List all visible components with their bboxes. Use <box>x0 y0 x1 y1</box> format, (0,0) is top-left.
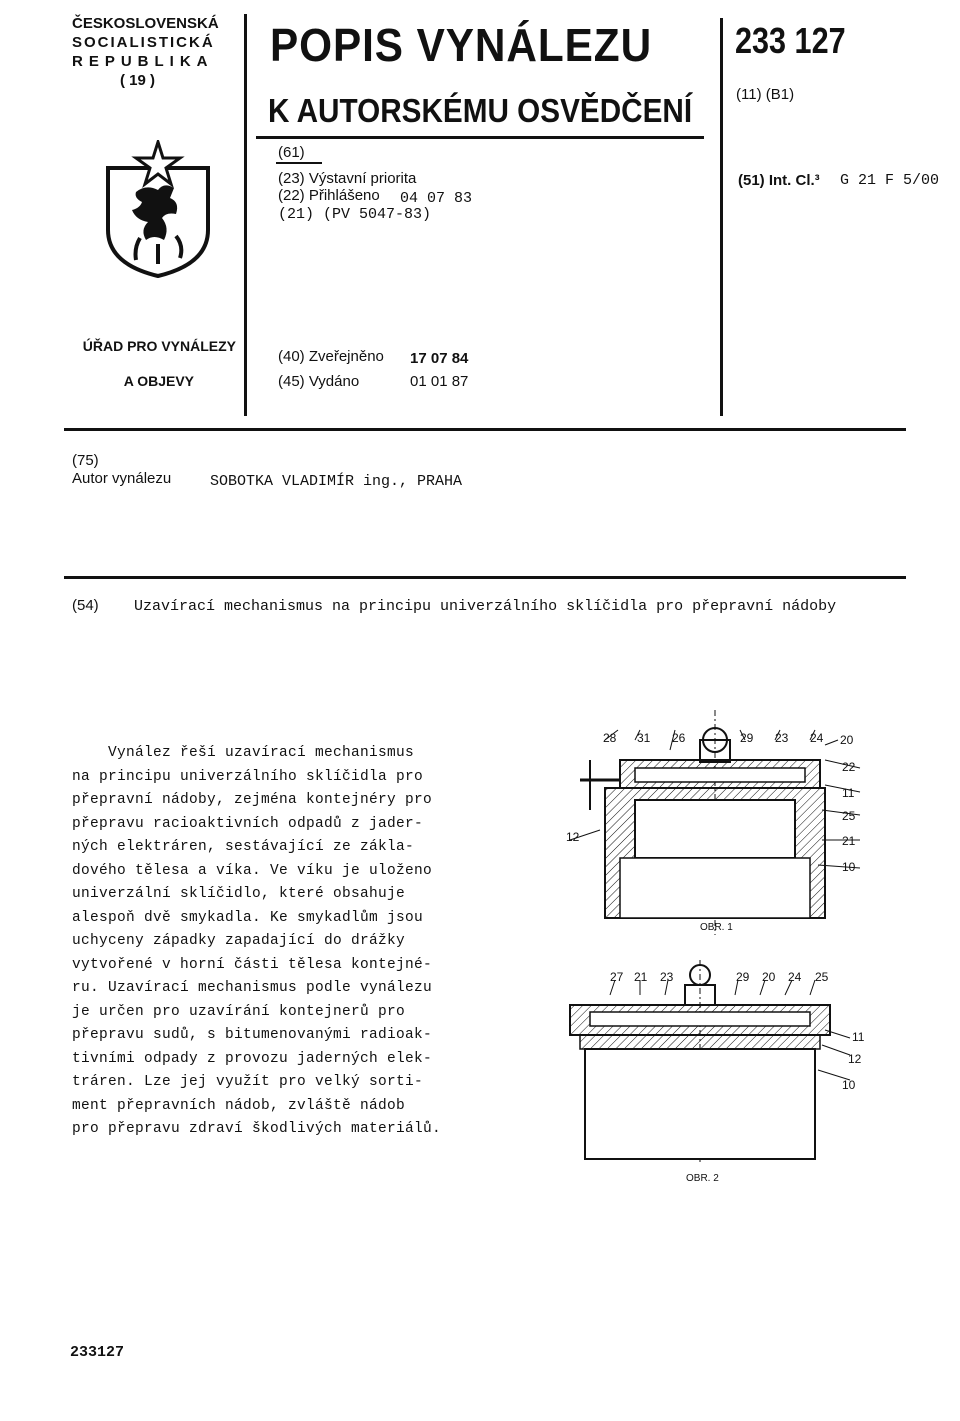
abstract-line: alespoň dvě smykadla. Ke smykadlům jsou <box>72 909 424 926</box>
fig2-label: 27 <box>610 970 624 984</box>
abstract-line: Vynález řeší uzavírací mechanismus <box>72 745 415 761</box>
fig2-label: 20 <box>762 970 776 984</box>
abstract-line: uchyceny západky zapadající do drážky <box>72 933 406 949</box>
field-45-label: (45) Vydáno <box>278 373 360 390</box>
fig2-caption: OBR. 2 <box>686 1173 719 1184</box>
title-rule <box>256 136 704 139</box>
abstract-line: ných elektráren, sestávající ze zákla- <box>72 839 415 855</box>
fig1-label: 31 <box>637 731 651 745</box>
field-22-label: (22) Přihlášeno <box>278 187 380 204</box>
fig2-label: 11 <box>852 1030 865 1044</box>
patent-number: 233 127 <box>735 20 846 61</box>
abstract-line: je určen pro uzavírání kontejnerů pro <box>72 1003 406 1020</box>
fig1-label: 25 <box>842 809 856 823</box>
header-divider-right <box>720 18 723 416</box>
abstract-line: univerzální sklíčidlo, které obsahuje <box>72 886 406 902</box>
fig1-label: 11 <box>842 786 855 800</box>
country-line-3: REPUBLIKA <box>72 53 214 70</box>
field-45-value: 01 01 87 <box>410 373 469 390</box>
figure-2-drawing <box>560 960 860 1170</box>
coat-of-arms-icon <box>102 140 214 280</box>
fig2-label: 29 <box>736 970 750 984</box>
abstract-line: ment přepravních nádob, zvláště nádob <box>72 1097 406 1114</box>
fig1-label: 26 <box>672 731 686 745</box>
fig2-label: 21 <box>634 970 648 984</box>
abstract-line: pro přepravu zdraví škodlivých materiálů. <box>72 1121 442 1137</box>
abstract-line: přepravu sudů, s bitumenovanými radioak- <box>72 1027 433 1043</box>
fig1-label: 22 <box>842 760 856 774</box>
author-label: Autor vynálezu <box>72 470 172 487</box>
abstract-line: tráren. Lze jej využít pro velký sorti- <box>72 1074 424 1090</box>
fig1-label: 28 <box>603 731 617 745</box>
fig1-label: 10 <box>842 860 856 874</box>
office-line-2: A OBJEVY <box>123 373 194 389</box>
abstract-line: přepravu racioaktivních odpadů z jader- <box>72 815 424 832</box>
int-cl-value: G 21 F 5/00 <box>840 172 940 189</box>
author-code: (75) <box>72 452 99 469</box>
field-22-value: 04 07 83 <box>400 190 473 207</box>
invention-title: Uzavírací mechanismus na principu univerzálního sklíčidla pro přepravní nádoby <box>134 598 837 615</box>
author-name: SOBOTKA VLADIMÍR ing., PRAHA <box>210 473 463 490</box>
abstract-text <box>72 742 492 1142</box>
header-bottom-rule <box>64 428 906 431</box>
abstract-line: tivními odpady z provozu jaderných elek- <box>72 1050 433 1067</box>
fig2-label: 12 <box>848 1052 862 1066</box>
fig1-label: 23 <box>775 731 789 745</box>
title-top-rule <box>64 576 906 579</box>
country-line-1: ČESKOSLOVENSKÁ <box>72 15 219 32</box>
fig1-label: 12 <box>566 830 580 844</box>
office-line-1: ÚŘAD PRO VYNÁLEZY <box>82 338 236 354</box>
document-number: 233127 <box>70 1344 125 1361</box>
field-23: (23) Výstavní priorita <box>278 170 417 187</box>
document-title: POPIS VYNÁLEZU <box>270 19 653 71</box>
fig1-caption: OBR. 1 <box>700 922 733 933</box>
abstract-line: vytvořené v horní části tělesa kontejné- <box>72 956 433 973</box>
field-40-label: (40) Zveřejněno <box>278 348 384 365</box>
fig1-label: 29 <box>740 731 754 745</box>
fig2-label: 24 <box>788 970 802 984</box>
country-code: ( 19 ) <box>120 72 156 89</box>
fig1-label: 20 <box>840 733 854 747</box>
country-line-2: SOCIALISTICKÁ <box>72 34 215 51</box>
kind-code: (11) (B1) <box>736 86 795 103</box>
fig1-label: 21 <box>842 834 856 848</box>
int-cl-label: (51) Int. Cl.³ <box>738 172 820 189</box>
abstract-line: přepravní nádoby, zejména kontejnéry pro <box>72 792 433 808</box>
fig2-label: 10 <box>842 1078 856 1092</box>
abstract-line: ru. Uzavírací mechanismus podle vynálezu <box>72 980 433 996</box>
field-40-value: 17 07 84 <box>410 350 469 367</box>
header-divider-left <box>244 14 247 416</box>
invention-code: (54) <box>72 597 99 614</box>
field-61-underline <box>276 162 322 164</box>
document-subtitle: K AUTORSKÉMU OSVĚDČENÍ <box>268 92 693 129</box>
fig1-label: 24 <box>810 731 824 745</box>
abstract-line: na principu univerzálního sklíčidla pro <box>72 768 424 785</box>
field-61: (61) <box>278 144 305 161</box>
field-21: (21) (PV 5047-83) <box>278 206 432 223</box>
abstract-line: dového tělesa a víka. Ve víku je uloženo <box>72 862 433 879</box>
fig2-label: 23 <box>660 970 674 984</box>
fig2-label: 25 <box>815 970 829 984</box>
country-name <box>72 14 219 90</box>
